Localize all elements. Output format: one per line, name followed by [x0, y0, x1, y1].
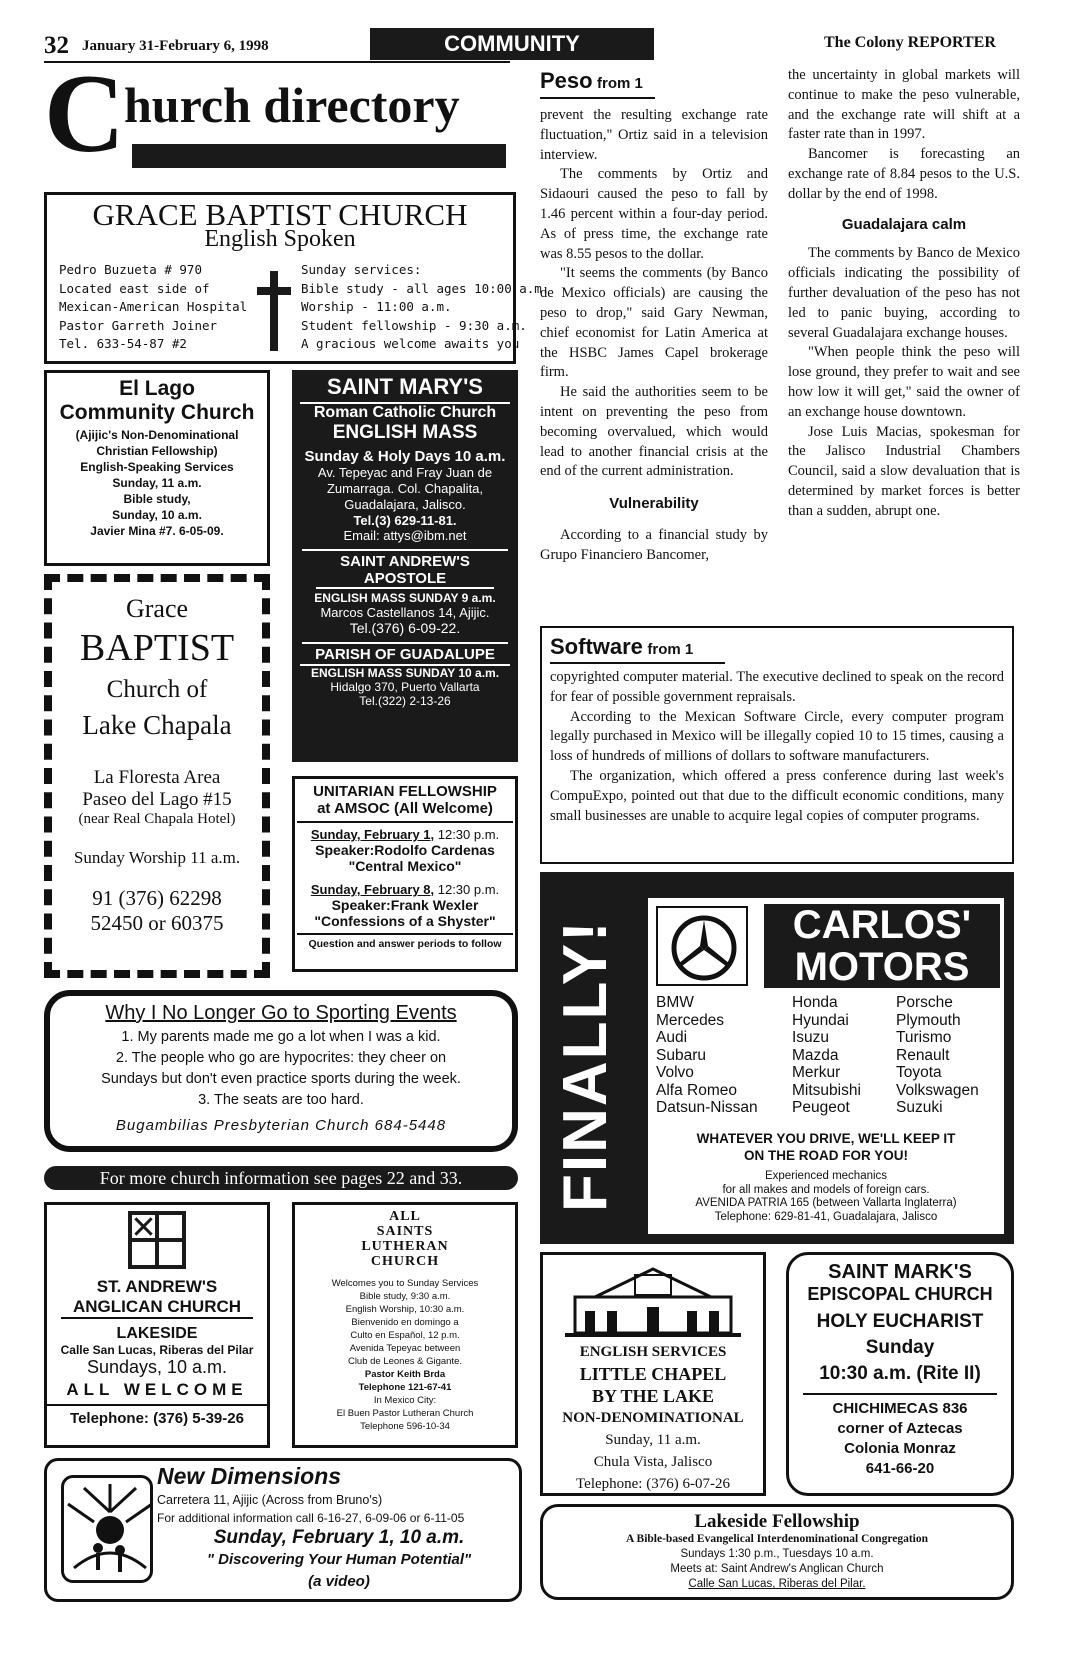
brand-item: Datsun-Nissan: [656, 1099, 758, 1116]
el-lago-line: Bible study,: [123, 492, 191, 506]
guadalupe-title: PARISH OF GUADALUPE: [315, 646, 495, 663]
grace-service-line: Student fellowship - 9:30 a.m.: [301, 317, 527, 333]
saint-andrew-mass: ENGLISH MASS SUNDAY 9 a.m.: [314, 591, 496, 605]
anglican-name: ST. ANDREW'S: [96, 1277, 218, 1296]
sporting-item: 2. The people who go are hypocrites: they cheer on: [115, 1050, 447, 1066]
unitarian-date: Sunday, February 8,: [310, 882, 435, 897]
page-number: 32: [44, 32, 69, 59]
grace-lake-area: La Floresta Area: [93, 767, 221, 788]
unitarian-time: 12:30 p.m.: [434, 882, 500, 897]
el-lago-line: Javier Mina #7. 6-05-09.: [90, 524, 224, 538]
mercedes-logo-icon: [656, 906, 748, 986]
peso-paragraph: Jose Luis Macias, spokesman for the Jalisco Industrial Chambers Council, said a slow devaluation that is determined by market forces is better than a sudden, abrupt one.: [788, 423, 1020, 519]
all-saints-line: In Mexico City:: [373, 1395, 437, 1406]
new-dimensions-info: For additional information call 6-16-27, 6-09-06 or 6-11-05: [157, 1511, 465, 1525]
brand-item: Plymouth: [896, 1011, 961, 1029]
grace-service-line: Bible study - all ages 10:00 a.m.: [301, 280, 550, 296]
carlos-slogan: [648, 1130, 1004, 1164]
saint-andrew-tel: Tel.(376) 6-09-22.: [349, 620, 461, 636]
grace-lake-near: (near Real Chapala Hotel): [78, 811, 236, 827]
software-head: [550, 634, 1004, 660]
grace-address-line: Located east side of: [59, 280, 210, 296]
catholic-masses-ad: [292, 370, 518, 762]
anglican-address: Calle San Lucas, Riberas del Pilar: [60, 1343, 254, 1357]
brand-item: Renault: [896, 1046, 950, 1064]
el-lago-line: Sunday, 10 a.m.: [112, 508, 202, 522]
anglican-logo-icon: [128, 1211, 186, 1269]
sporting-events-ad: [44, 990, 518, 1152]
grace-lake-worship: Sunday Worship 11 a.m.: [73, 848, 241, 867]
st-andrews-anglican-ad: [44, 1202, 270, 1448]
saint-marks-address: CHICHIMECAS 836: [832, 1400, 968, 1417]
peso-paragraph: He said the authorities seem to be intent on preventing the peso from becoming overvalued, which would lead to another financial crisis at the end of the current administration.: [540, 384, 768, 480]
grace-lake-baptist: BAPTIST: [79, 627, 235, 669]
saint-marys-times: Sunday & Holy Days 10 a.m.: [304, 448, 506, 465]
sporting-item: 1. My parents made me go a lot when I was a kid.: [121, 1029, 441, 1045]
saint-marks-address: Colonia Monraz: [844, 1440, 956, 1457]
guadalupe-address: Hidalgo 370, Puerto Vallarta: [330, 680, 480, 694]
brand-column: [792, 994, 861, 1117]
brand-item: Porsche: [896, 994, 953, 1011]
more-info-banner: For more church information see pages 22 and 33.: [44, 1166, 518, 1190]
carlos-detail: for all makes and models of foreign cars.: [722, 1183, 930, 1196]
unitarian-note: Question and answer periods to follow: [297, 933, 513, 950]
all-saints-title: CHURCH: [370, 1254, 440, 1269]
new-dimensions-address: Carretera 11, Ajijic (Across from Bruno's): [157, 1493, 383, 1507]
saint-marks-ad: [786, 1252, 1014, 1496]
peso-paragraph: prevent the resulting exchange rate fluctuation," Ortiz said in a television interview.: [540, 107, 768, 163]
all-saints-line: English Worship, 10:30 a.m.: [345, 1304, 465, 1315]
grace-address-line: Pastor Garreth Joiner: [59, 317, 218, 333]
saint-marks-time: 10:30 a.m. (Rite II): [819, 1363, 981, 1384]
sporting-item: Sundays but don't even practice sports during the week.: [101, 1071, 461, 1087]
grace-lake-tel: 52450 or 60375: [90, 911, 224, 935]
grace-lake-tel: 91 (376) 62298: [92, 886, 222, 910]
carlos-detail: Telephone: 629-81-41, Guadalajara, Jalisco: [714, 1210, 938, 1223]
unitarian-speaker: Speaker:Frank Wexler: [331, 897, 479, 913]
peso-paragraph: Bancomer is forecasting an exchange rate of 8.84 pesos to the U.S. dollar by the end of 1998.: [788, 146, 1020, 202]
anglican-name2: ANGLICAN CHURCH: [61, 1297, 253, 1319]
grace-lake-address: Paseo del Lago #15: [82, 789, 232, 810]
carlos-name: [764, 904, 1000, 988]
all-saints-line: El Buen Pastor Lutheran Church: [336, 1408, 474, 1419]
peso-article: [540, 66, 1020, 610]
page-header: [44, 32, 1019, 64]
grace-lake-ad: [44, 574, 270, 978]
saint-andrew-address: Marcos Castellanos 14, Ajijic.: [320, 605, 490, 620]
brand-item: Hyundai: [792, 1011, 849, 1029]
all-saints-title: SAINTS: [376, 1224, 434, 1239]
cross-icon: [257, 271, 291, 351]
grace-baptist-ad: [44, 192, 550, 364]
sporting-signature: Bugambilias Presbyterian Church 684-5448: [115, 1117, 447, 1134]
all-saints-line: Telephone 596-10-34: [360, 1421, 450, 1432]
section-banner: COMMUNITY: [370, 28, 654, 60]
brand-item: Mercedes: [656, 1011, 725, 1029]
grace-name: GRACE BAPTIST CHURCH: [92, 197, 468, 232]
software-continued: from 1: [647, 641, 694, 658]
saint-marks-day: Sunday: [865, 1337, 935, 1358]
all-saints-title: LUTHERAN: [361, 1239, 449, 1254]
chapel-line: BY THE LAKE: [591, 1386, 715, 1406]
carlos-name-line2: MOTORS: [794, 945, 970, 989]
peso-paragraph: The comments by Ortiz and Sidaouri caused the peso to fall by 1.46 percent within a four-day period. As of press time, the exchange rate was 8.55 pesos to the dollar.: [540, 166, 768, 262]
new-dimensions-topic: " Discovering Your Human Potential": [206, 1551, 472, 1568]
peso-column-1: [540, 106, 768, 566]
brand-item: Toyota: [896, 1064, 942, 1081]
peso-column-2: [788, 66, 1020, 522]
unitarian-speaker: Speaker:Rodolfo Cardenas: [315, 842, 495, 858]
grace-service-line: Sunday services:: [301, 262, 422, 277]
saint-andrew-title2: APOSTOLE: [316, 570, 494, 589]
saint-marys-email: Email: attys@ibm.net: [343, 528, 467, 543]
all-saints-line: Welcomes you to Sunday Services: [331, 1278, 479, 1289]
anglican-tel: Telephone: (376) 5-39-26: [47, 1404, 267, 1427]
chapel-line: Sunday, 11 a.m.: [605, 1432, 701, 1448]
all-saints-ad: [292, 1202, 518, 1448]
anglican-welcome: ALL WELCOME: [66, 1380, 248, 1399]
grace-address-line: Pedro Buzueta # 970: [59, 262, 202, 277]
lakeside-title: Lakeside Fellowship: [694, 1511, 860, 1532]
carlos-detail: Experienced mechanics: [764, 1170, 888, 1182]
el-lago-line: English-Speaking Services: [80, 460, 234, 474]
el-lago-name2: Community Church: [59, 401, 255, 424]
saint-marys-mass: ENGLISH MASS: [332, 422, 478, 443]
brand-item: Turismo: [896, 1029, 952, 1046]
grace-lake-line: Grace: [125, 594, 189, 623]
peso-head: [540, 68, 643, 94]
sporting-item: 3. The seats are too hard.: [198, 1092, 364, 1108]
saint-marys-address: Zumarraga. Col. Chapalita,: [326, 481, 484, 496]
all-saints-line: Club de Leones & Gigante.: [347, 1356, 463, 1367]
carlos-slogan-line: ON THE ROAD FOR YOU!: [743, 1148, 908, 1163]
brand-column: [656, 994, 758, 1117]
peso-continued: from 1: [597, 75, 643, 92]
unitarian-title: UNITARIAN FELLOWSHIP: [313, 783, 497, 800]
brand-item: Honda: [792, 994, 838, 1011]
all-saints-line: Pastor Keith Brda: [364, 1369, 446, 1380]
saint-marys-title: SAINT MARY'S: [327, 374, 483, 399]
all-saints-line: Culto en Español, 12 p.m.: [350, 1330, 460, 1341]
saint-marks-name: SAINT MARK'S: [828, 1261, 972, 1283]
little-chapel-ad: [540, 1252, 766, 1496]
guadalupe-mass: ENGLISH MASS SUNDAY 10 a.m.: [300, 664, 510, 680]
peso-subhead: Vulnerability: [609, 495, 699, 513]
new-dimensions-ad: [44, 1458, 522, 1602]
peso-paragraph: According to a financial study by Grupo Financiero Bancomer,: [540, 526, 768, 563]
chapel-line: Chula Vista, Jalisco: [593, 1454, 713, 1470]
el-lago-name: El Lago: [119, 377, 195, 400]
brand-item: Volkswagen: [896, 1081, 979, 1099]
lakeside-line: Meets at: Saint Andrew's Anglican Church: [670, 1563, 884, 1575]
grace-address: [59, 261, 247, 354]
newspaper-name: The Colony REPORTER: [824, 34, 996, 51]
peso-headline: Peso: [540, 68, 593, 93]
title-initial: C: [44, 52, 125, 176]
chapel-line: LITTLE CHAPEL: [579, 1364, 727, 1384]
guadalupe-tel: Tel.(322) 2-13-26: [359, 694, 451, 708]
saint-marks-phone: 641-66-20: [865, 1460, 935, 1477]
issue-date: January 31-February 6, 1998: [82, 38, 269, 54]
finally-text: FINALLY!: [551, 919, 620, 1212]
new-dimensions-video: (a video): [308, 1573, 370, 1590]
all-saints-line: Telephone 121-67-41: [358, 1382, 452, 1393]
carlos-name-line1: CARLOS': [792, 903, 972, 947]
church-directory-title: [44, 52, 510, 180]
grace-services: [301, 261, 549, 354]
sporting-title: Why I No Longer Go to Sporting Events: [105, 1002, 457, 1024]
brand-item: Volvo: [656, 1064, 694, 1081]
saint-andrew-title: SAINT ANDREW'S: [340, 553, 470, 570]
all-saints-line: Bible study, 9:30 a.m.: [359, 1291, 451, 1302]
grace-address-line: Tel. 633-54-87 #2: [59, 336, 187, 351]
grace-service-line: A gracious welcome awaits you: [301, 336, 520, 351]
saint-marks-church: EPISCOPAL CHURCH: [807, 1284, 993, 1304]
anglican-place: LAKESIDE: [116, 1325, 198, 1342]
carlos-slogan-line: WHATEVER YOU DRIVE, WE'LL KEEP IT: [696, 1131, 956, 1146]
peso-paragraph: the uncertainty in global markets will continue to make the peso vulnerable, and the exchange rate will shift at a faster rate than in 1997.: [788, 67, 1020, 143]
brand-item: Alfa Romeo: [656, 1081, 737, 1099]
brand-item: Subaru: [656, 1046, 706, 1064]
grace-service-line: Worship - 11:00 a.m.: [301, 299, 452, 314]
all-saints-line: Avenida Tepeyac between: [349, 1343, 461, 1354]
chapel-line: NON-DENOMINATIONAL: [562, 1410, 744, 1426]
el-lago-line: Christian Fellowship): [96, 444, 218, 458]
saint-marys-sub: Roman Catholic Church: [300, 402, 510, 422]
unitarian-date: Sunday, February 1,: [310, 827, 435, 842]
new-dimensions-date: Sunday, February 1, 10 a.m.: [213, 1527, 465, 1548]
grace-sub: English Spoken: [204, 226, 356, 252]
brand-item: Suzuki: [896, 1099, 943, 1116]
software-paragraph: copyrighted computer material. The executive declined to speak on the record for fear of possible government repraisals.: [550, 669, 1004, 705]
brand-item: Mitsubishi: [792, 1081, 861, 1099]
unitarian-ad: [292, 776, 518, 972]
chapel-line: Telephone: (376) 6-07-26: [576, 1476, 730, 1492]
carlos-motors-ad: [540, 872, 1014, 1244]
peso-paragraph: "When people think the peso will lose ground, they prefer to wait and see how low it will get," said the owner of an exchange house downtown.: [788, 344, 1020, 420]
lakeside-line: Sundays 1:30 p.m., Tuesdays 10 a.m.: [680, 1548, 874, 1560]
software-paragraph: The organization, which offered a press conference during last week's CompuExpo, pointed out that due to the difficult economic conditions, many small businesses are unable to acquire legal copies of computer programs.: [550, 767, 1004, 824]
software-headline: Software: [550, 634, 643, 659]
el-lago-line: Sunday, 11 a.m.: [112, 476, 202, 490]
lakeside-line: Calle San Lucas, Riberas del Pilar.: [688, 1578, 866, 1590]
unitarian-topic: "Confessions of a Shyster": [314, 913, 496, 929]
lakeside-sub: A Bible-based Evangelical Interdenominational Congregation: [625, 1533, 928, 1545]
grace-address-line: Mexican-American Hospital: [59, 299, 248, 314]
chapel-line: ENGLISH SERVICES: [579, 1344, 727, 1360]
software-paragraph: According to the Mexican Software Circle, every computer program legally purchased in Mexico will be illegally copied 10 to 15 times, causing a loss of hundreds of millions of dollars to software manufacturers.: [550, 708, 1004, 765]
peso-paragraph: The comments by Banco de Mexico officials indicating the possibility of further devaluation of the peso has not led to panic buying, according to several Guadalajara exchange houses.: [788, 245, 1020, 341]
brand-item: Mazda: [792, 1046, 839, 1064]
title-bar: [132, 144, 506, 168]
brand-item: BMW: [656, 994, 694, 1011]
software-article: [540, 626, 1014, 864]
all-saints-title: ALL: [389, 1209, 421, 1224]
lakeside-fellowship-ad: [540, 1504, 1014, 1600]
chapel-icon: [565, 1267, 741, 1339]
brand-item: Audi: [656, 1029, 688, 1046]
el-lago-ad: [44, 370, 270, 566]
saint-marks-address: corner of Aztecas: [837, 1420, 963, 1437]
brand-item: Peugeot: [792, 1099, 850, 1116]
saint-marks-eucharist: HOLY EUCHARIST: [816, 1311, 984, 1332]
anglican-time: Sundays, 10 a.m.: [86, 1357, 228, 1377]
title-text: hurch directory: [124, 77, 460, 133]
unitarian-time: 12:30 p.m.: [434, 827, 500, 842]
saint-marys-address: Av. Tepeyac and Fray Juan de: [317, 465, 493, 480]
carlos-panel: [648, 898, 1004, 1234]
unitarian-topic: "Central Mexico": [348, 858, 462, 874]
peso-subhead: Guadalajara calm: [841, 215, 967, 233]
all-saints-line: Bienvenido en domingo a: [351, 1317, 459, 1328]
brand-column: [896, 994, 979, 1117]
saint-marys-tel: Tel.(3) 629-11-81.: [353, 513, 457, 528]
grace-lake-line: Lake Chapala: [82, 710, 232, 740]
carlos-detail: AVENIDA PATRIA 165 (between Vallarta Inglaterra): [695, 1197, 957, 1209]
brand-item: Isuzu: [792, 1029, 830, 1046]
carlos-details: [648, 1170, 1004, 1224]
saint-marys-address: Guadalajara, Jalisco.: [344, 497, 466, 512]
brand-item: Merkur: [792, 1064, 841, 1081]
peso-paragraph: "It seems the comments (by Banco de Mexico officials) are causing the peso to drop," said Gary Newman, chief economist for Latin America at the HSBC James Capel brokerage firm.: [540, 265, 768, 381]
el-lago-line: (Ajijic's Non-Denominational: [75, 428, 239, 442]
sunrise-people-icon: [61, 1475, 153, 1583]
unitarian-title2: at AMSOC (All Welcome): [297, 800, 513, 823]
new-dimensions-title: New Dimensions: [157, 1463, 342, 1489]
grace-lake-line: Church of: [106, 676, 208, 703]
